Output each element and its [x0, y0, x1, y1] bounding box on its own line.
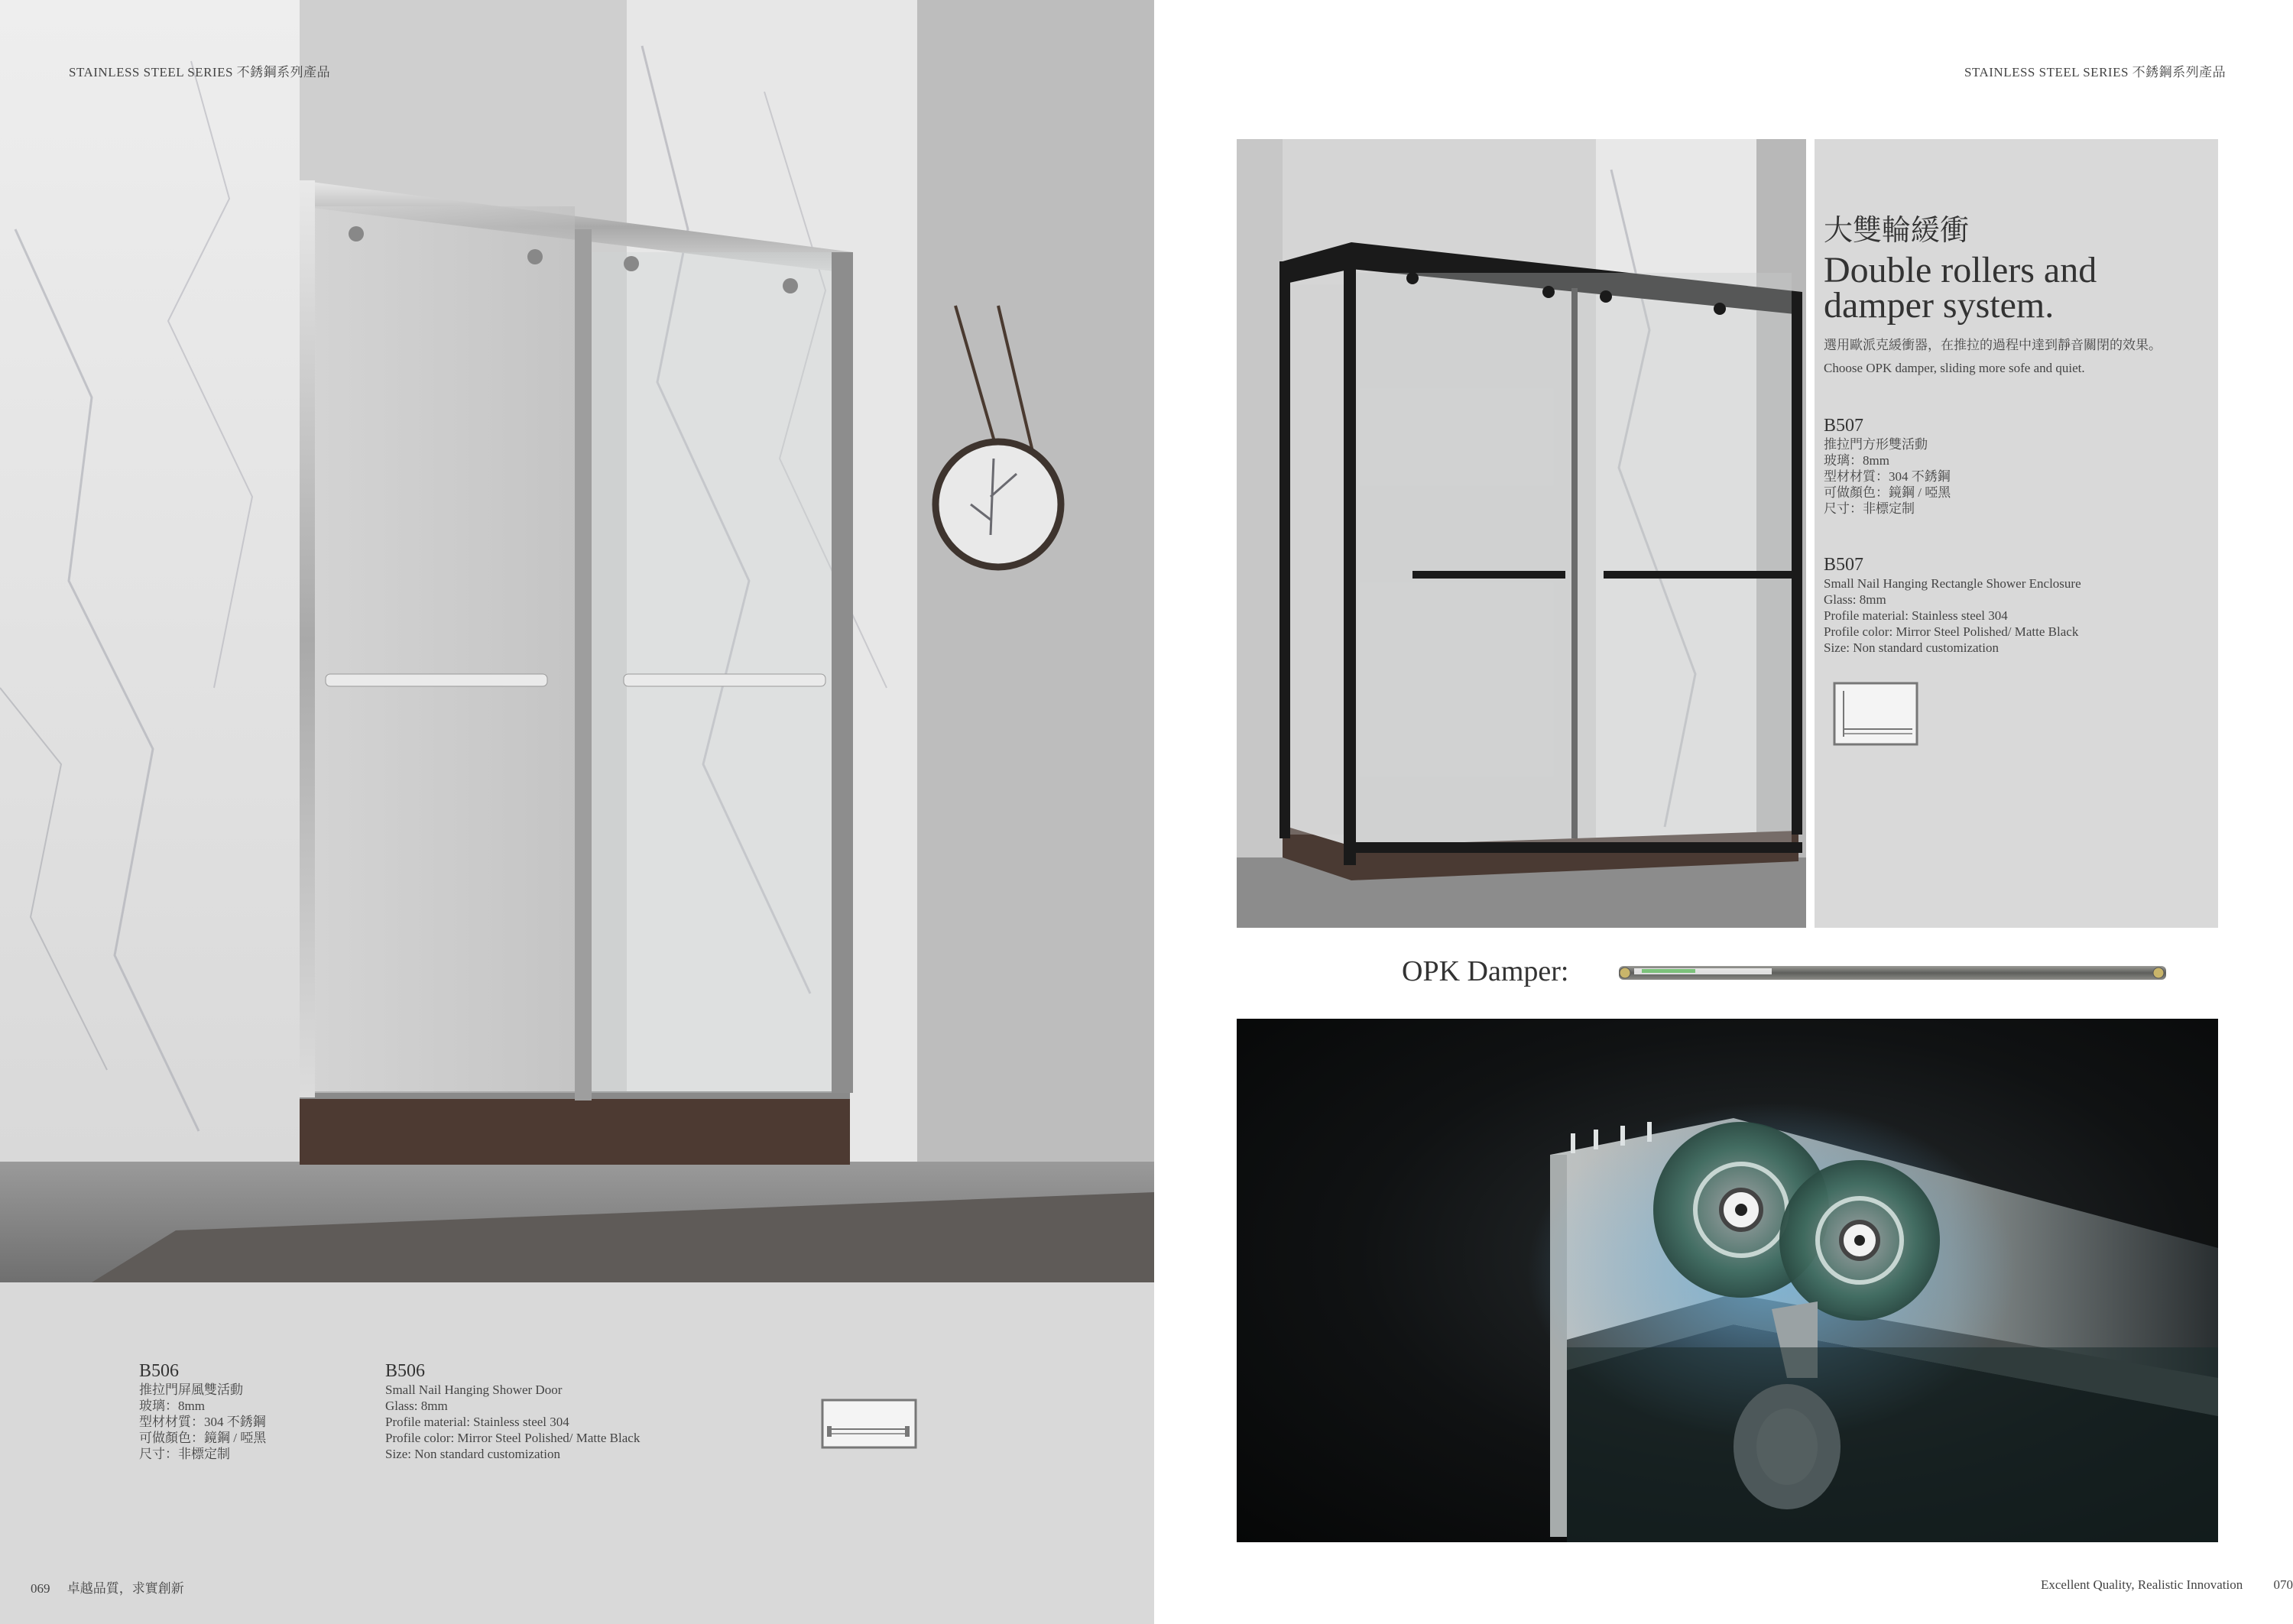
spec-cn-b506 — [139, 1361, 266, 1462]
top-view-diagram-b507 — [1833, 682, 1918, 746]
spec-line: 玻璃：8mm — [1824, 453, 1889, 468]
double-roller-closeup-photo — [1237, 1019, 2218, 1542]
spec-line: 尺寸：非標定制 — [1824, 501, 1915, 516]
feature-title-cn: 大雙輪緩衝 — [1824, 215, 1970, 247]
spec-model: B506 — [139, 1361, 180, 1381]
footer-left — [31, 1577, 184, 1596]
opk-damper-image — [1611, 961, 2174, 984]
spec-en-b507 — [1824, 555, 2081, 656]
feature-desc-en: Choose OPK damper, sliding more sofe and quiet. — [1824, 361, 2085, 375]
spec-model: B507 — [1824, 555, 1864, 575]
spec-line: 可做顏色：鏡鋼 / 啞黑 — [1824, 485, 1951, 500]
spec-line: Glass: 8mm — [1824, 592, 1886, 607]
page-number: 069 — [31, 1581, 50, 1596]
spec-line: 推拉門屏風雙活動 — [139, 1383, 243, 1397]
spec-line: 型材材質：304 不銹鋼 — [139, 1415, 266, 1429]
spec-line: Profile color: Mirror Steel Polished/ Matte Black — [1824, 624, 2079, 639]
shower-door-photo-b506 — [0, 0, 1154, 1282]
footer-slogan: Excellent Quality, Realistic Innovation — [2041, 1577, 2243, 1592]
spec-cn-b507 — [1824, 416, 1951, 517]
top-view-diagram-b506 — [821, 1399, 917, 1449]
spec-line: 可做顏色：鏡鋼 / 啞黑 — [139, 1431, 267, 1445]
spec-line: 玻璃：8mm — [139, 1399, 205, 1413]
spec-line: Profile color: Mirror Steel Polished/ Matte Black — [385, 1431, 641, 1445]
feature-desc-cn: 選用歐派克緩衝器，在推拉的過程中達到靜音關閉的效果。 — [1824, 338, 2162, 352]
spec-model: B506 — [385, 1361, 426, 1381]
door-plan-icon — [821, 1399, 917, 1449]
feature-title-en-line1: Double rollers and — [1824, 250, 2097, 290]
enclosure-illustration — [1237, 139, 1806, 928]
spec-line: Small Nail Hanging Shower Door — [385, 1383, 563, 1397]
running-header-left: STAINLESS STEEL SERIES 不銹鋼系列產品 — [69, 65, 331, 79]
damper-bar-icon — [1611, 961, 2174, 984]
spec-line: Size: Non standard customization — [1824, 640, 1999, 655]
spec-line: 推拉門方形雙活動 — [1824, 437, 1928, 452]
spec-line: 型材材質：304 不銹鋼 — [1824, 469, 1951, 484]
roller-illustration — [1237, 1019, 2218, 1542]
spec-line: 尺寸：非標定制 — [139, 1447, 230, 1461]
footer-slogan: 卓越品質，求實創新 — [66, 1581, 184, 1596]
spec-line: Size: Non standard customization — [385, 1447, 560, 1461]
shower-enclosure-photo-b507 — [1237, 139, 1806, 928]
spec-model: B507 — [1824, 416, 1864, 436]
footer-right — [2041, 1577, 2293, 1593]
feature-title-en-line2: damper system. — [1824, 285, 2055, 326]
spec-line: Glass: 8mm — [385, 1399, 448, 1413]
page-number: 070 — [2273, 1577, 2293, 1592]
shower-door-illustration — [0, 0, 1154, 1282]
damper-label: OPK Damper: — [1402, 955, 1569, 987]
spec-en-b506 — [385, 1361, 640, 1462]
enclosure-plan-icon — [1833, 682, 1918, 746]
spec-line: Small Nail Hanging Rectangle Shower Enclosure — [1824, 576, 2081, 591]
spec-line: Profile material: Stainless steel 304 — [385, 1415, 569, 1429]
running-header-right: STAINLESS STEEL SERIES 不銹鋼系列產品 — [1964, 65, 2227, 79]
feature-block — [1824, 206, 2162, 376]
spec-line: Profile material: Stainless steel 304 — [1824, 608, 2008, 623]
